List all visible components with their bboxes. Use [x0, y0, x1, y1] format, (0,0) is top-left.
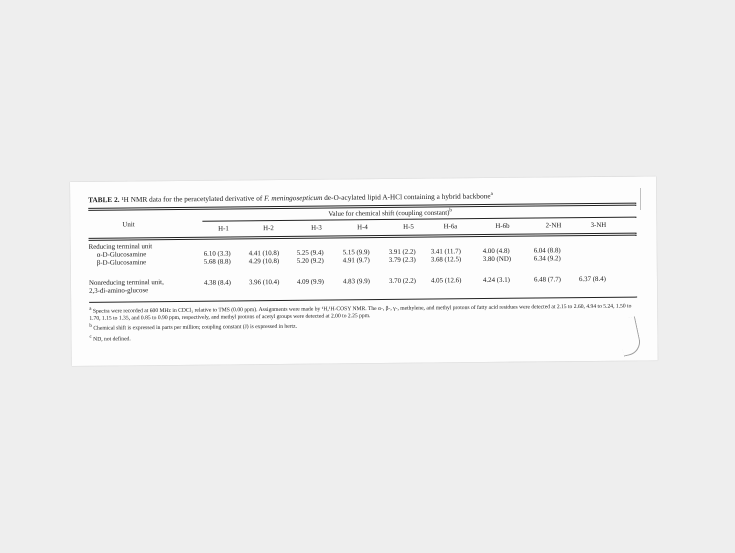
group-title: Nonreducing terminal unit,	[88, 279, 164, 287]
table-cell: 5.25 (9.4)	[296, 249, 324, 257]
scanned-table-page	[70, 176, 658, 366]
footnotes	[89, 301, 641, 344]
column-header: H-6a	[443, 223, 458, 231]
row-label: β-D-Glucosamine	[96, 259, 147, 267]
unit-header: Unit	[122, 221, 135, 229]
column-header: H-3	[311, 224, 322, 232]
value-header-mark: b	[449, 208, 452, 214]
table-cell: 6.34 (9.2)	[533, 255, 561, 263]
table-cell: 3.41 (11.7)	[430, 248, 461, 256]
table-cell: 3.80 (ND)	[482, 255, 512, 264]
footnote-b-text: Chemical shift is expressed in parts per million; coupling constant (J) is expressed in hertz.	[93, 324, 298, 333]
column-header: H-1	[218, 225, 229, 233]
column-header: H-5	[403, 223, 414, 231]
pencil-stroke	[640, 188, 643, 210]
table-cell: 3.70 (2.2)	[388, 277, 416, 285]
caption-text-after: de-O-acylated lipid A-HCl containing a hybrid backbone	[322, 192, 491, 202]
caption-organism: F. meningosepticum	[264, 193, 323, 203]
value-header-text: Value for chemical shift (coupling constant)	[328, 209, 450, 218]
table-cell: 5.15 (9.9)	[342, 249, 370, 257]
footnote-a-text: Spectra were recorded at 600 MHz in CDCl₃ relative to TMS (0.00 ppm). Assignments were made by ¹H,¹H-COSY NMR. The α-, β-, γ-, methylene, and methyl protons of fatty acid residues were detected at 2.15 to 2.60, 4.94 to 5.24, 1.50 to 1.70, 1.15 to 1.35, and 0.85 to 0.90 ppm, respectively, and methyl protons of acetyl groups were detected at 2.00 to 2.25 ppm.	[89, 303, 632, 322]
table-label: TABLE 2.	[88, 195, 120, 205]
table-cell: 6.37 (8.4)	[578, 275, 606, 284]
table-cell: 3.79 (2.3)	[388, 256, 416, 264]
table-cell: 4.29 (10.8)	[248, 257, 280, 266]
row-label: α-D-Glucosamine	[96, 251, 147, 259]
table-cell: 3.91 (2.2)	[388, 248, 416, 256]
column-header: H-4	[357, 224, 368, 232]
table-cell: 3.96 (10.4)	[248, 278, 280, 287]
column-header: H-6b	[495, 222, 510, 230]
value-header	[328, 208, 452, 217]
table-cell: 4.91 (9.7)	[342, 257, 370, 265]
table-cell: 4.05 (12.6)	[430, 277, 462, 285]
table-cell: 6.10 (3.3)	[203, 250, 231, 258]
spanner-rule	[202, 217, 636, 222]
footnote-b-mark: b	[89, 324, 92, 330]
column-header: 2-NH	[545, 222, 562, 230]
table-cell: 3.68 (12.5)	[430, 256, 462, 264]
table-cell: 4.24 (3.1)	[482, 276, 510, 285]
table-cell: 4.38 (8.4)	[203, 279, 231, 287]
table-caption	[88, 190, 648, 204]
group-title: Reducing terminal unit	[88, 243, 153, 251]
caption-footnote-mark: a	[490, 191, 493, 197]
table-cell: 4.09 (9.9)	[296, 278, 324, 286]
table-cell: 4.41 (10.8)	[248, 249, 280, 258]
row-label: 2,3-di-amino-glucose	[89, 287, 149, 295]
footnote-a-mark: a	[89, 306, 92, 312]
header-rule	[89, 233, 637, 241]
footnote-c-text: ND, not defined.	[93, 335, 131, 343]
column-header: H-2	[263, 225, 274, 233]
table-cell: 4.00 (4.8)	[482, 247, 510, 256]
table-cell: 6.04 (8.8)	[533, 247, 561, 255]
column-header: 3-NH	[590, 221, 607, 230]
table-cell: 5.68 (8.8)	[203, 258, 231, 266]
table-cell: 4.83 (9.9)	[342, 278, 370, 286]
footnote-c-mark: c	[89, 334, 92, 340]
caption-text-before: ¹H NMR data for the peracetylated derivative of	[121, 194, 265, 204]
table-cell: 6.48 (7.7)	[533, 276, 561, 284]
table-cell: 5.20 (9.2)	[296, 257, 324, 265]
